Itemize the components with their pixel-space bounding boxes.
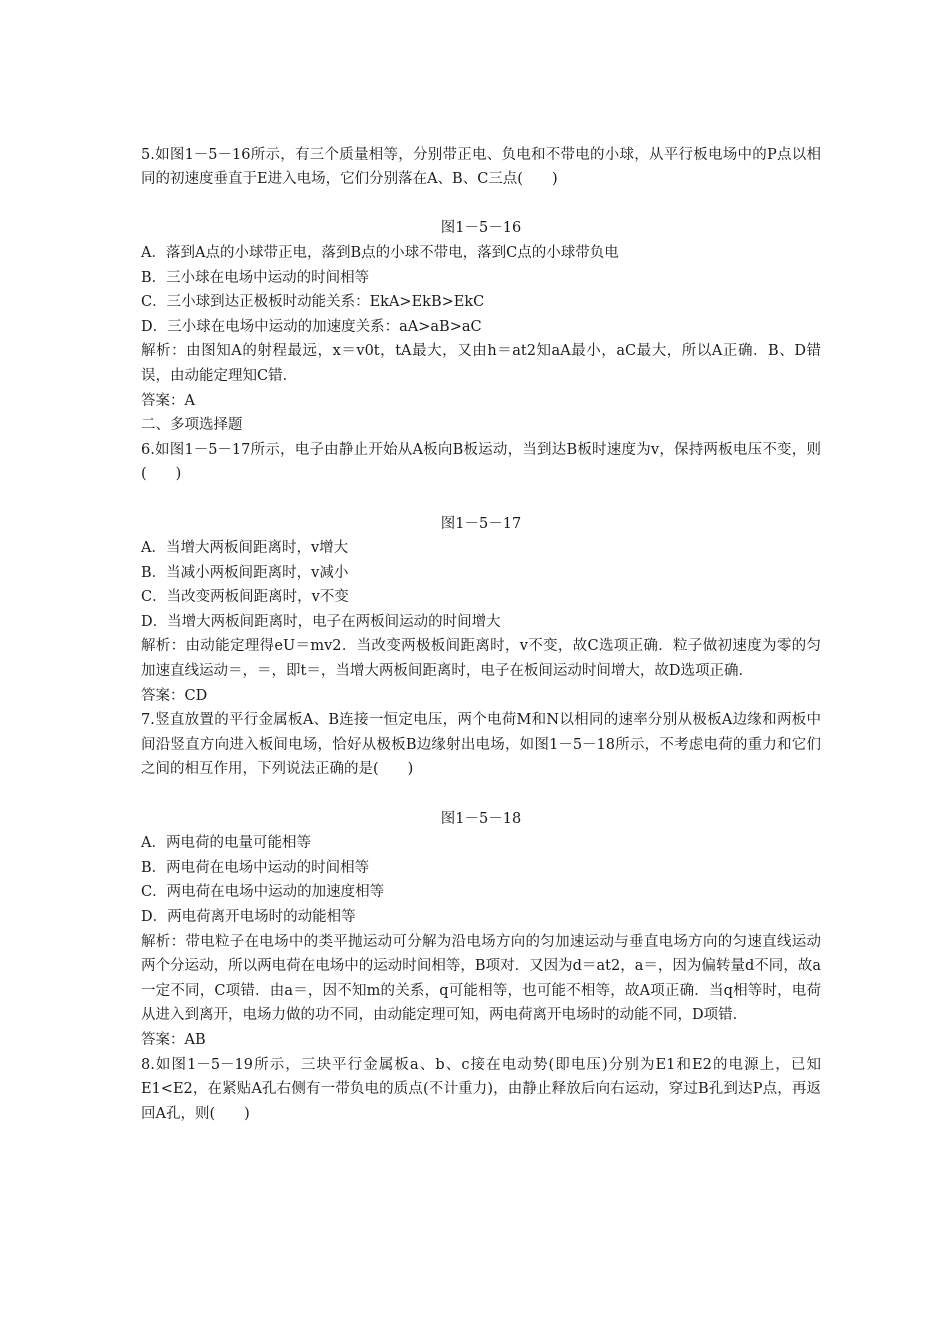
q6-option-d: D．当增大两板间距离时，电子在两板间运动的时间增大 [141, 613, 501, 630]
q7-option-a: A．两电荷的电量可能相等 [141, 835, 311, 852]
q6-analysis: 解析：由动能定理得eU＝mv2．当改变两极板间距离时，v不变，故C选项正确．粒子做初速度为零的匀加速直线运动＝，＝，即t＝，当增大两板间距离时，电子在板间运动时间增大，故D选项正确． [141, 638, 821, 680]
q7-figure-caption: 图1－5－18 [440, 810, 522, 827]
q5-figure-caption: 图1－5－16 [440, 220, 522, 237]
figure-space [141, 487, 821, 512]
q7-answer: 答案：AB [141, 1031, 206, 1048]
q7-option-d: D．两电荷离开电场时的动能相等 [141, 909, 356, 925]
q5-stem: 5.如图1－5－16所示，有三个质量相等，分别带正电、负电和不带电的小球，从平行板电场中的P点以相同的初速度垂直于E进入电场，它们分别落在A、B、C三点( ) [141, 146, 821, 188]
document-page [141, 118, 821, 1126]
top-spacer [141, 118, 821, 143]
q6-option-c: C．当改变两板间距离时，v不变 [141, 589, 349, 606]
q7-option-c: C．两电荷在电场中运动的加速度相等 [141, 884, 385, 901]
q5-analysis: 解析：由图知A的射程最远，x＝v0t，tA最大，又由h＝at2知aA最小，aC最大，所以A正确．B、D错误，由动能定理知C错． [141, 343, 821, 384]
q7-analysis: 解析：带电粒子在电场中的类平抛运动可分解为沿电场方向的匀加速运动与垂直电场方向的匀速直线运动两个分运动，所以两电荷在电场中的运动时间相等，B项对．又因为d＝at2，a＝，因为偏转量d不同，故a一定不同，C项错．由a＝，因不知m的关系，q可能相等，也可能不相等，故A项正确．当q相等时，电荷从进入到离开，电场力做的功不同，由动能定理可知，两电荷离开电场时的动能不同，D项错． [141, 933, 821, 1024]
q7-option-b: B．两电荷在电场中运动的时间相等 [141, 859, 370, 876]
section-heading-multiple-choice: 二、多项选择题 [141, 417, 243, 434]
q5-option-a: A．落到A点的小球带正电，落到B点的小球不带电，落到C点的小球带负电 [141, 244, 619, 261]
q6-option-b: B．当减小两板间距离时，v减小 [141, 564, 349, 581]
figure-space [141, 192, 821, 217]
figure-space [141, 782, 821, 807]
q7-stem: 7.竖直放置的平行金属板A、B连接一恒定电压，两个电荷M和N以相同的速率分别从极板A边缘和两板中间沿竖直方向进入板间电场，恰好从极板B边缘射出电场，如图1－5－18所示，不考虑电荷的重力和它们之间的相互作用，下列说法正确的是( ) [141, 712, 821, 778]
q5-option-d: D．三小球在电场中运动的加速度关系：aA>aB>aC [141, 318, 482, 335]
q6-answer: 答案：CD [141, 687, 208, 704]
q8-stem: 8.如图1－5－19所示，三块平行金属板a、b、c接在电动势(即电压)分别为E1和E2的电源上，已知E1<E2，在紧贴A孔右侧有一带负电的质点(不计重力)，由静止释放后向右运动，穿过B孔到达P点，再返回A孔，则( ) [141, 1056, 821, 1122]
q5-answer: 答案：A [141, 392, 195, 409]
q5-option-c: C．三小球到达正极板时动能关系：EkA>EkB>EkC [141, 294, 485, 311]
q6-option-a: A．当增大两板间距离时，v增大 [141, 540, 349, 557]
q6-stem: 6.如图1－5－17所示，电子由静止开始从A板向B板运动，当到达B板时速度为v，保持两板电压不变，则( ) [141, 441, 821, 483]
q5-option-b: B．三小球在电场中运动的时间相等 [141, 269, 370, 286]
q6-figure-caption: 图1－5－17 [440, 515, 522, 532]
